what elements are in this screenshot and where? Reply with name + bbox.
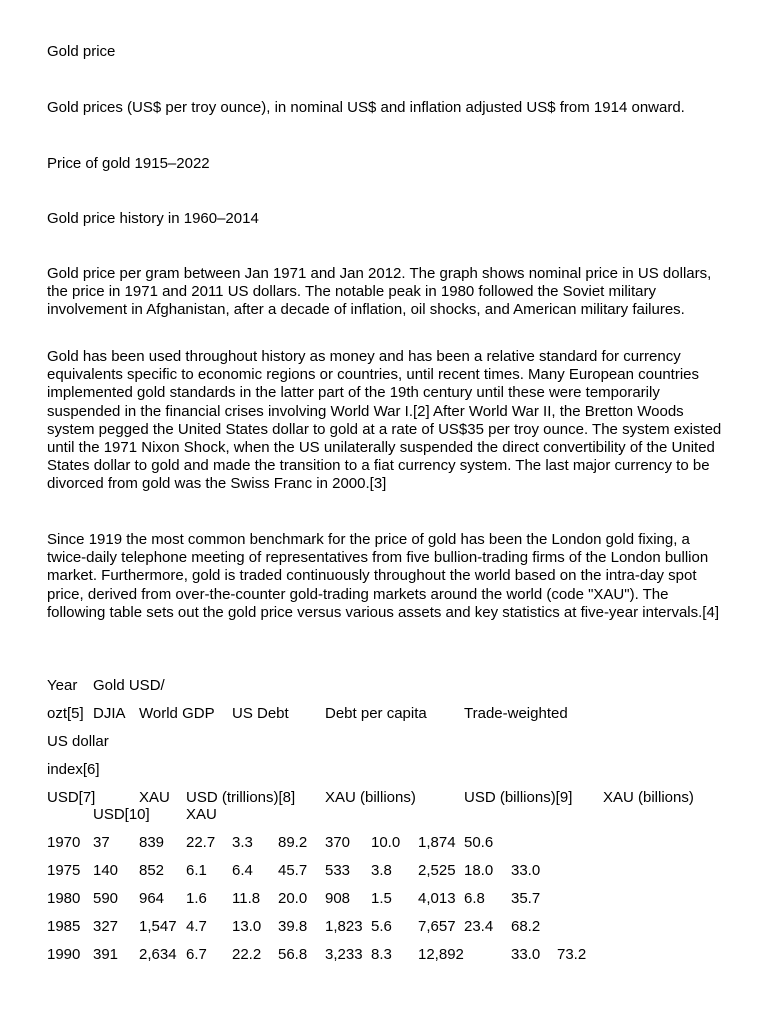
table-cell: 1990 bbox=[47, 946, 81, 963]
table-cell: 33.0 bbox=[511, 946, 541, 963]
table-cell: 39.8 bbox=[278, 918, 308, 935]
table-header-cell: USD (trillions)[8] bbox=[186, 789, 296, 806]
table-cell: 35.7 bbox=[511, 890, 541, 907]
table-header-cell: XAU bbox=[139, 789, 170, 806]
table-cell: 2,634 bbox=[139, 946, 177, 963]
table-header-cell: DJIA bbox=[93, 705, 126, 722]
table-cell: 964 bbox=[139, 890, 165, 907]
table-cell: 590 bbox=[93, 890, 119, 907]
paragraph: Gold has been used throughout history as money and has been a relative standard for currency equivalents specific to economic regions or countries, until recent times. Many European countries implemented gold standards in the latter part of the 19th century until these were temporarily suspended in the financial crises involving World War I.[2] After World War II, the Bretton Woods system pegged the United States dollar to gold at a rate of US$35 per troy ounce. The system existed until the 1971 Nixon Shock, when the US unilaterally suspended the direct convertibility of the United States dollar to gold and made the transition to a fiat currency system. The last major currency to be divorced from gold was the Swiss Franc in 2000.[3] bbox=[47, 348, 722, 493]
table-header-cell: USD[10] bbox=[93, 806, 150, 823]
table-cell: 6.4 bbox=[232, 862, 253, 879]
table-cell: 2,525 bbox=[418, 862, 456, 879]
table-cell: 1,874 bbox=[418, 834, 456, 851]
table-cell: 1980 bbox=[47, 890, 81, 907]
table-header-cell: Year bbox=[47, 677, 78, 694]
table-cell: 6.8 bbox=[464, 890, 485, 907]
table-cell: 18.0 bbox=[464, 862, 494, 879]
table-cell: 20.0 bbox=[278, 890, 308, 907]
table-cell: 12,892 bbox=[418, 946, 464, 963]
table-cell: 22.7 bbox=[186, 834, 216, 851]
table-cell: 89.2 bbox=[278, 834, 308, 851]
table-cell: 7,657 bbox=[418, 918, 456, 935]
table-cell: 68.2 bbox=[511, 918, 541, 935]
table-header-cell: US Debt bbox=[232, 705, 289, 722]
table-cell: 4,013 bbox=[418, 890, 456, 907]
table-header-cell: Gold USD/ bbox=[93, 677, 165, 694]
table-cell: 1970 bbox=[47, 834, 81, 851]
table-cell: 852 bbox=[139, 862, 165, 879]
table-cell: 73.2 bbox=[557, 946, 587, 963]
table-cell: 5.6 bbox=[371, 918, 392, 935]
table-cell: 140 bbox=[93, 862, 119, 879]
table-cell: 45.7 bbox=[278, 862, 308, 879]
paragraph: Since 1919 the most common benchmark for the price of gold has been the London gold fixing, a twice-daily telephone meeting of representatives from five bullion-trading firms of the London bullion market. Furthermore, gold is traded continuously throughout the world based on the intra-day spot price, derived from over-the-counter gold-trading markets around the world (code "XAU"). The following table sets out the gold price versus various assets and key statistics at five-year intervals.[4] bbox=[47, 531, 719, 621]
table-cell: 11.8 bbox=[232, 890, 261, 907]
table-header-cell: XAU (billions) bbox=[603, 789, 694, 806]
table-header-cell: US dollar bbox=[47, 733, 109, 750]
table-cell: 22.2 bbox=[232, 946, 262, 963]
table-cell: 1985 bbox=[47, 918, 81, 935]
table-header-cell: index[6] bbox=[47, 761, 100, 778]
table-cell: 6.7 bbox=[186, 946, 207, 963]
table-cell: 37 bbox=[93, 834, 110, 851]
table-cell: 3.3 bbox=[232, 834, 253, 851]
image-caption: Price of gold 1915–2022 bbox=[47, 155, 210, 172]
table-cell: 50.6 bbox=[464, 834, 494, 851]
table-cell: 4.7 bbox=[186, 918, 207, 935]
table-cell: 908 bbox=[325, 890, 351, 907]
table-cell: 3.8 bbox=[371, 862, 392, 879]
table-header-cell: XAU (billions) bbox=[325, 789, 416, 806]
table-header-cell: Trade-weighted bbox=[464, 705, 568, 722]
table-header-cell: Debt per capita bbox=[325, 705, 427, 722]
image-caption: Gold prices (US$ per troy ounce), in nominal US$ and inflation adjusted US$ from 1914 onward. bbox=[47, 99, 685, 116]
table-cell: 6.1 bbox=[186, 862, 207, 879]
table-header-cell: ozt[5] bbox=[47, 705, 84, 722]
table-cell: 1.6 bbox=[186, 890, 207, 907]
table-cell: 13.0 bbox=[232, 918, 262, 935]
image-caption: Gold price history in 1960–2014 bbox=[47, 210, 259, 227]
table-cell: 56.8 bbox=[278, 946, 308, 963]
table-cell: 8.3 bbox=[371, 946, 392, 963]
paragraph: Gold price per gram between Jan 1971 and Jan 2012. The graph shows nominal price in US dollars, the price in 1971 and 2011 US dollars. The notable peak in 1980 followed the Soviet military involvement in Afghanistan, after a decade of inflation, oil shocks, and American military failures. bbox=[47, 265, 712, 319]
table-header-cell: World GDP bbox=[139, 705, 215, 722]
table-cell: 391 bbox=[93, 946, 119, 963]
table-cell: 370 bbox=[325, 834, 351, 851]
table-header-cell: XAU bbox=[186, 806, 217, 823]
table-cell: 3,233 bbox=[325, 946, 363, 963]
table-cell: 33.0 bbox=[511, 862, 541, 879]
table-cell: 327 bbox=[93, 918, 119, 935]
table-cell: 1.5 bbox=[371, 890, 392, 907]
table-header-cell: USD[7] bbox=[47, 789, 96, 806]
table-header-cell: USD (billions)[9] bbox=[464, 789, 573, 806]
table-cell: 1,823 bbox=[325, 918, 363, 935]
table-cell: 839 bbox=[139, 834, 165, 851]
document-title: Gold price bbox=[47, 43, 116, 60]
table-cell: 10.0 bbox=[371, 834, 401, 851]
table-cell: 23.4 bbox=[464, 918, 494, 935]
table-cell: 533 bbox=[325, 862, 351, 879]
table-cell: 1975 bbox=[47, 862, 81, 879]
table-cell: 1,547 bbox=[139, 918, 177, 935]
